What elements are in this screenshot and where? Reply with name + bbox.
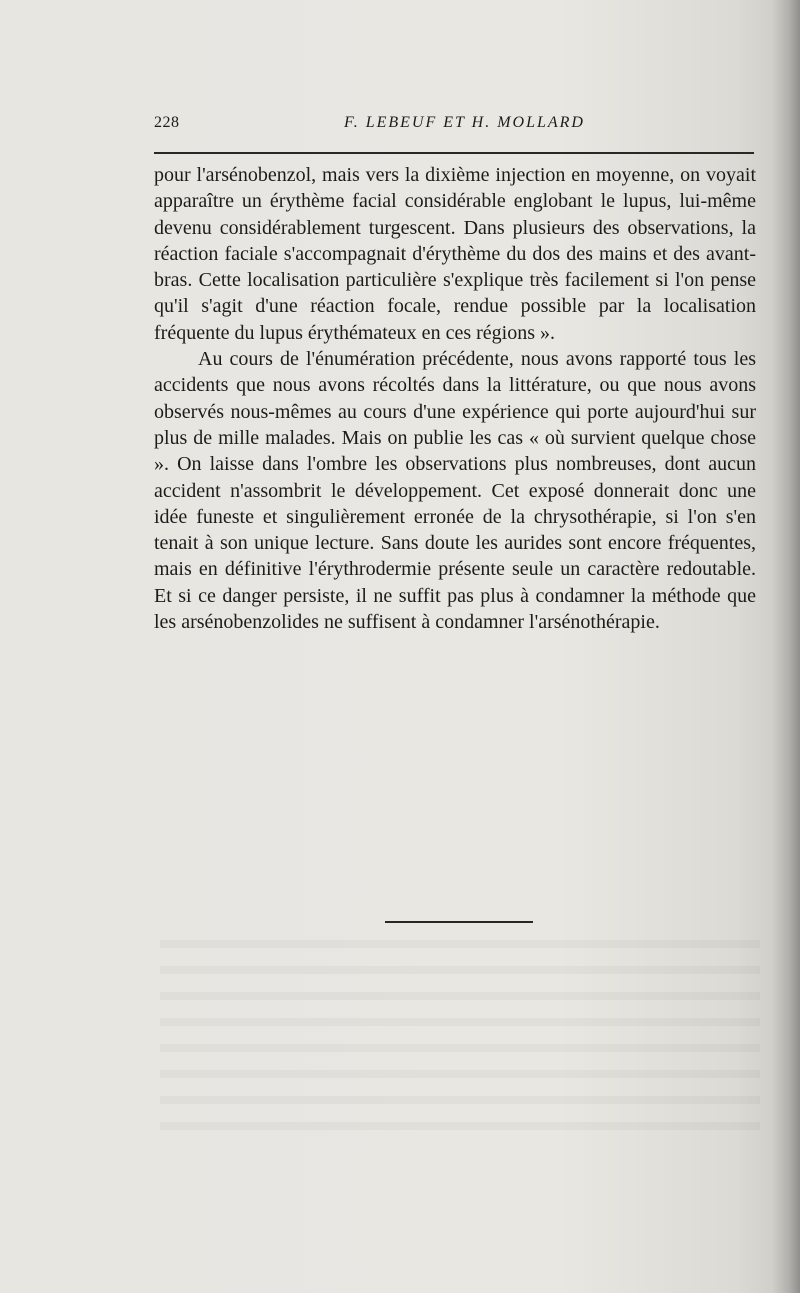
body-text <box>154 162 756 635</box>
book-spine-shadow <box>772 0 800 1293</box>
header-rule <box>154 152 754 154</box>
paragraph-1: pour l'arsénobenzol, mais vers la dixième injection en moyenne, on voyait apparaître un érythème facial considérable englobant le lupus, lui-même devenu considérablement turgescent. Dans plusieurs des observations, la réaction faciale s'accompagnait d'érythème du dos des mains et des avant-bras. Cette localisation particulière s'explique très facilement si l'on pense qu'il s'agit d'une réaction focale, rendue possible par la localisation fréquente du lupus érythémateux en ces régions ». <box>154 164 756 344</box>
running-head <box>154 114 754 140</box>
page-number: 228 <box>154 114 180 131</box>
paragraph-2: Au cours de l'énumération précédente, nous avons rapporté tous les accidents que nous avons récoltés dans la littérature, ou que nous avons observés nous-mêmes au cours d'une expérience qui porte aujourd'hui sur plus de mille malades. Mais on publie les cas « où survient quelque chose ». On laisse dans l'ombre les observations plus nombreuses, dont aucun accident n'assombrit le développement. Cet exposé donnerait donc une idée funeste et singulièrement erronée de la chrysothérapie, si l'on s'en tenait à son unique lecture. Sans doute les aurides sont encore fréquentes, mais en définitive l'érythrodermie présente seule un caractère redoutable. Et si ce danger persiste, il ne suffit pas plus à condamner la méthode que les arsénobenzolides ne suffisent à condamner l'arsénothérapie. <box>154 348 756 634</box>
section-end-rule <box>385 921 533 923</box>
show-through-text <box>160 940 760 1140</box>
running-title: F. LEBEUF ET H. MOLLARD <box>344 114 585 131</box>
